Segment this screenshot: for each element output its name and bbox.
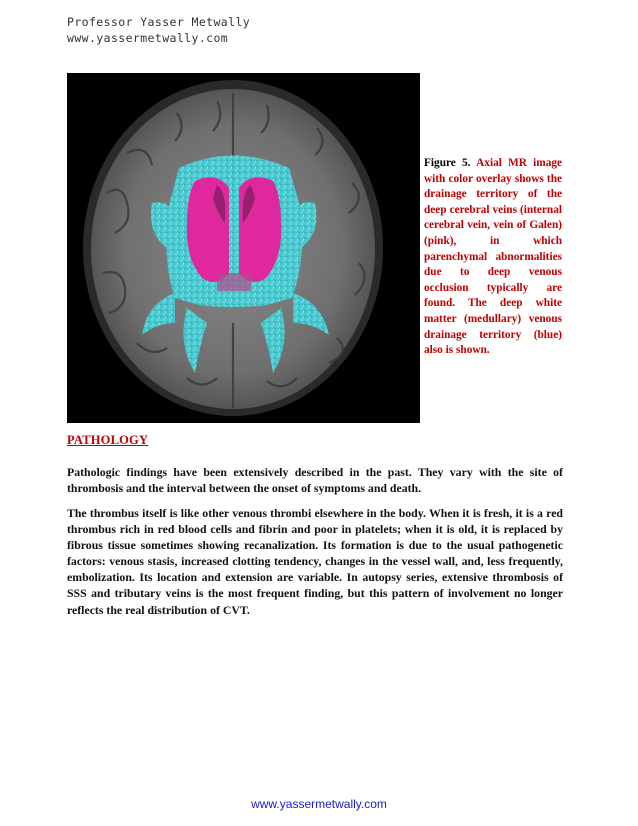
axial-mr-image: [67, 73, 420, 423]
figure-label: Figure 5.: [424, 157, 471, 169]
footer-link[interactable]: www.yassermetwally.com: [251, 797, 387, 811]
figure-caption-text: Axial MR image with color overlay shows the drainage territory of the deep cerebral veins (internal cerebral vein, vein of Galen) (pink), in which parenchymal abnormalities due to deep venous occlusion typically are found. The deep white matter (medullary) venous drainage territory (blue) also is shown.: [424, 157, 563, 357]
paragraph-2: The thrombus itself is like other venous thrombi elsewhere in the body. When it is fresh, it is a red thrombus rich in red blood cells and fibrin and poor in platelets; when it is old, it is replaced by fibrous tissue sometimes showing recanalization. Its formation is due to the usual pathogenetic factors: venous stasis, increased clotting tendency, changes in the vessel wall, and, less frequently, embolization. Its location and extension are variable. In autopsy series, extensive thrombosis of SSS and tributary veins is the most frequent finding, but this pattern of involvement no longer reflects the real distribution of CVT.: [67, 506, 563, 617]
header-author: Professor Yasser Metwally: [67, 15, 251, 29]
paragraph-1: Pathologic findings have been extensively described in the past. They vary with the site of thrombosis and the interval between the onset of symptoms and death.: [67, 465, 563, 496]
section-heading: PATHOLOGY: [67, 433, 149, 447]
header-website: www.yassermetwally.com: [67, 31, 229, 45]
pink-bridge: [217, 273, 251, 291]
page-header: [67, 14, 250, 46]
figure-caption: [424, 156, 562, 359]
